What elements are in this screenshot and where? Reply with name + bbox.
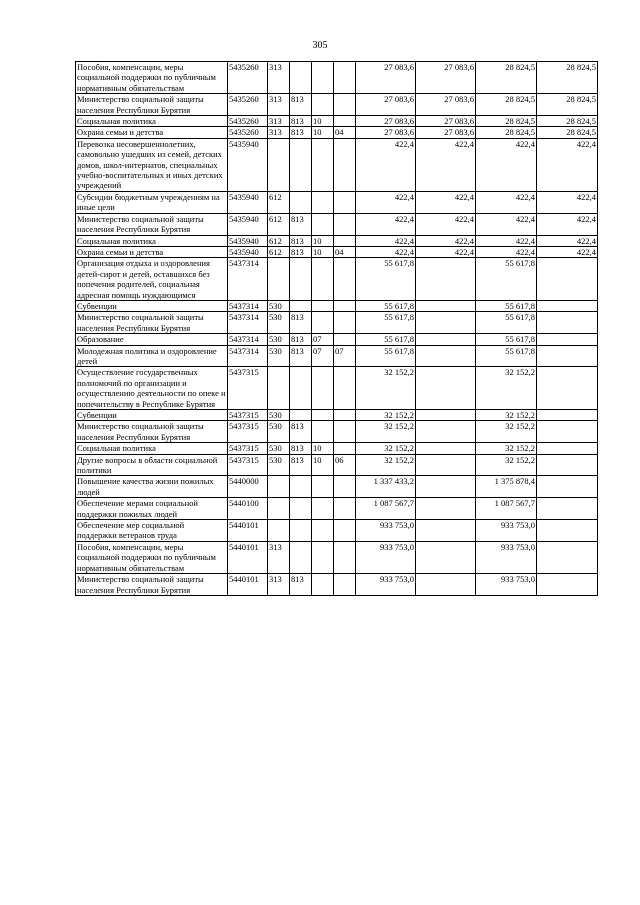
section-code [312, 574, 334, 596]
administrator-code: 813 [290, 312, 312, 334]
table-row [76, 246, 598, 257]
amount-4 [537, 454, 598, 476]
amount-3: 28 824,5 [476, 94, 537, 116]
subsection-code [334, 312, 356, 334]
table-row [76, 476, 598, 498]
amount-4: 28 824,5 [537, 116, 598, 127]
row-name: Социальная политика [76, 116, 228, 127]
target-article-code: 5440000 [228, 476, 268, 498]
row-name: Министерство социальной защиты населения Республики Бурятия [76, 421, 228, 443]
administrator-code: 813 [290, 345, 312, 367]
row-name: Образование [76, 334, 228, 345]
target-article-code: 5437315 [228, 410, 268, 421]
table-row [76, 498, 598, 520]
amount-2: 422,4 [416, 235, 476, 246]
table-row [76, 191, 598, 213]
amount-3: 32 152,2 [476, 443, 537, 454]
row-name: Обеспечение мер социальной поддержки ветеранов труда [76, 520, 228, 542]
amount-1: 422,4 [356, 246, 416, 257]
amount-3: 933 753,0 [476, 541, 537, 573]
expense-type-code: 530 [268, 334, 290, 345]
target-article-code: 5437314 [228, 312, 268, 334]
amount-2: 27 083,6 [416, 116, 476, 127]
table-row [76, 213, 598, 235]
section-code: 07 [312, 345, 334, 367]
amount-4 [537, 312, 598, 334]
expense-type-code [268, 258, 290, 301]
expense-type-code [268, 498, 290, 520]
subsection-code: 07 [334, 345, 356, 367]
administrator-code: 813 [290, 116, 312, 127]
section-code [312, 213, 334, 235]
amount-1: 933 753,0 [356, 520, 416, 542]
section-code [312, 498, 334, 520]
administrator-code [290, 191, 312, 213]
amount-2 [416, 258, 476, 301]
amount-1: 27 083,6 [356, 94, 416, 116]
section-code [312, 191, 334, 213]
section-code: 10 [312, 454, 334, 476]
expense-type-code: 530 [268, 454, 290, 476]
amount-3: 1 087 567,7 [476, 498, 537, 520]
expense-type-code: 313 [268, 127, 290, 138]
amount-4 [537, 476, 598, 498]
expense-type-code: 313 [268, 541, 290, 573]
subsection-code [334, 367, 356, 410]
amount-2 [416, 574, 476, 596]
page-number: 305 [312, 40, 328, 51]
section-code: 07 [312, 334, 334, 345]
row-name: Осуществление государственных полномочий по организации и осуществлению деятельности по опеке и попечительству в Республике Бурятия [77, 367, 226, 409]
amount-4 [537, 258, 598, 301]
row-name: Министерство социальной защиты населения Республики Бурятия [76, 574, 228, 596]
target-article-code: 5437315 [228, 454, 268, 476]
amount-2 [416, 367, 476, 410]
amount-2 [416, 410, 476, 421]
target-article-code: 5435940 [228, 191, 268, 213]
table-row [76, 235, 598, 246]
table-row [76, 62, 598, 94]
amount-2 [416, 334, 476, 345]
subsection-code [334, 191, 356, 213]
amount-3: 422,4 [476, 246, 537, 257]
section-code: 10 [312, 235, 334, 246]
table-body [76, 62, 598, 596]
amount-2 [416, 498, 476, 520]
administrator-code: 813 [290, 443, 312, 454]
expense-type-code: 612 [268, 191, 290, 213]
row-name: Пособия, компенсации, меры социальной поддержки по публичным нормативным обязательствам [76, 541, 228, 573]
expense-type-code [268, 138, 290, 191]
row-name: Субвенции [76, 410, 228, 421]
expense-type-code [268, 367, 290, 410]
section-code [312, 520, 334, 542]
table-row [76, 367, 598, 410]
amount-2: 27 083,6 [416, 94, 476, 116]
target-article-code: 5435940 [228, 213, 268, 235]
administrator-code [290, 138, 312, 191]
subsection-code [334, 62, 356, 94]
amount-2: 422,4 [416, 191, 476, 213]
subsection-code [334, 138, 356, 191]
table-row [76, 574, 598, 596]
amount-1: 933 753,0 [356, 541, 416, 573]
administrator-code: 813 [290, 213, 312, 235]
amount-1: 422,4 [356, 235, 416, 246]
row-name: Министерство социальной защиты населения Республики Бурятия [76, 94, 228, 116]
budget-table [75, 61, 598, 596]
target-article-code: 5437315 [228, 367, 268, 410]
section-code [312, 476, 334, 498]
administrator-code [290, 476, 312, 498]
target-article-code: 5437315 [228, 443, 268, 454]
amount-4: 28 824,5 [537, 62, 598, 94]
amount-4 [537, 443, 598, 454]
table-row [76, 312, 598, 334]
amount-1: 27 083,6 [356, 116, 416, 127]
row-name: Министерство социальной защиты населения Республики Бурятия [76, 213, 228, 235]
amount-1: 32 152,2 [356, 421, 416, 443]
target-article-code: 5440101 [228, 520, 268, 542]
amount-3: 28 824,5 [476, 127, 537, 138]
expense-type-code: 612 [268, 213, 290, 235]
row-name: Охрана семьи и детства [76, 246, 228, 257]
expense-type-code: 530 [268, 300, 290, 311]
amount-4: 422,4 [537, 235, 598, 246]
amount-4 [537, 421, 598, 443]
amount-2 [416, 345, 476, 367]
amount-2 [416, 520, 476, 542]
expense-type-code: 530 [268, 410, 290, 421]
table-row [76, 116, 598, 127]
table-row [76, 520, 598, 542]
amount-2 [416, 312, 476, 334]
section-code: 10 [312, 246, 334, 257]
amount-2 [416, 443, 476, 454]
target-article-code: 5440101 [228, 541, 268, 573]
section-code [312, 312, 334, 334]
amount-3: 1 375 878,4 [476, 476, 537, 498]
target-article-code: 5437314 [228, 345, 268, 367]
section-code [312, 94, 334, 116]
subsection-code [334, 300, 356, 311]
amount-2: 422,4 [416, 246, 476, 257]
amount-2: 422,4 [416, 213, 476, 235]
table-row [76, 443, 598, 454]
row-name: Обеспечение мерами социальной поддержки пожилых людей [76, 498, 228, 520]
amount-1: 422,4 [356, 191, 416, 213]
amount-4: 422,4 [537, 213, 598, 235]
amount-3: 55 617,8 [476, 345, 537, 367]
amount-4 [537, 334, 598, 345]
row-name: Повышение качества жизни пожилых людей [76, 476, 228, 498]
expense-type-code: 530 [268, 345, 290, 367]
amount-4 [537, 520, 598, 542]
amount-4 [537, 345, 598, 367]
amount-1: 55 617,8 [356, 312, 416, 334]
administrator-code [290, 541, 312, 573]
subsection-code [334, 94, 356, 116]
table-row [76, 334, 598, 345]
table-row [76, 127, 598, 138]
amount-3: 933 753,0 [476, 520, 537, 542]
expense-type-code [268, 476, 290, 498]
table-row [76, 300, 598, 311]
row-name: Субвенции [76, 300, 228, 311]
amount-3: 55 617,8 [476, 258, 537, 301]
subsection-code [334, 574, 356, 596]
subsection-code [334, 498, 356, 520]
target-article-code: 5440101 [228, 574, 268, 596]
amount-4: 422,4 [537, 246, 598, 257]
administrator-code: 813 [290, 454, 312, 476]
expense-type-code: 313 [268, 62, 290, 94]
amount-2: 27 083,6 [416, 62, 476, 94]
target-article-code: 5437314 [228, 258, 268, 301]
subsection-code [334, 235, 356, 246]
amount-1: 55 617,8 [356, 300, 416, 311]
amount-2 [416, 476, 476, 498]
row-name: Субсидии бюджетным учреждениям на иные цели [76, 191, 228, 213]
section-code: 10 [312, 443, 334, 454]
target-article-code: 5437315 [228, 421, 268, 443]
administrator-code: 813 [290, 246, 312, 257]
amount-1: 32 152,2 [356, 410, 416, 421]
amount-3: 55 617,8 [476, 334, 537, 345]
target-article-code: 5435940 [228, 235, 268, 246]
amount-2 [416, 541, 476, 573]
subsection-code [334, 334, 356, 345]
expense-type-code: 530 [268, 312, 290, 334]
subsection-code: 04 [334, 246, 356, 257]
expense-type-code: 612 [268, 246, 290, 257]
section-code [312, 62, 334, 94]
amount-3: 28 824,5 [476, 116, 537, 127]
administrator-code: 813 [290, 127, 312, 138]
expense-type-code: 313 [268, 94, 290, 116]
section-code: 10 [312, 116, 334, 127]
administrator-code [290, 520, 312, 542]
administrator-code [290, 300, 312, 311]
row-name: Молодежная политика и оздоровление детей [76, 345, 228, 367]
target-article-code: 5435940 [228, 246, 268, 257]
amount-3: 32 152,2 [476, 410, 537, 421]
administrator-code: 813 [290, 235, 312, 246]
amount-3: 933 753,0 [476, 574, 537, 596]
amount-3: 422,4 [476, 138, 537, 191]
amount-1: 32 152,2 [356, 454, 416, 476]
target-article-code: 5437314 [228, 300, 268, 311]
subsection-code [334, 520, 356, 542]
administrator-code [290, 62, 312, 94]
row-name: Другие вопросы в области социальной политики [76, 454, 228, 476]
subsection-code [334, 213, 356, 235]
amount-4 [537, 498, 598, 520]
subsection-code: 04 [334, 127, 356, 138]
amount-1: 27 083,6 [356, 127, 416, 138]
amount-3: 422,4 [476, 191, 537, 213]
amount-1: 422,4 [356, 138, 416, 191]
amount-4: 28 824,5 [537, 94, 598, 116]
subsection-code [334, 443, 356, 454]
section-code: 10 [312, 127, 334, 138]
table-row [76, 454, 598, 476]
table-row [76, 421, 598, 443]
target-article-code: 5435940 [228, 138, 268, 191]
table-row [76, 138, 598, 191]
amount-1: 933 753,0 [356, 574, 416, 596]
amount-1: 1 337 433,2 [356, 476, 416, 498]
section-code [312, 410, 334, 421]
table-row [76, 94, 598, 116]
amount-3: 422,4 [476, 213, 537, 235]
amount-1: 422,4 [356, 213, 416, 235]
amount-1: 55 617,8 [356, 345, 416, 367]
section-code [312, 300, 334, 311]
section-code [312, 367, 334, 410]
amount-4 [537, 541, 598, 573]
amount-3: 55 617,8 [476, 312, 537, 334]
amount-2: 422,4 [416, 138, 476, 191]
amount-1: 27 083,6 [356, 62, 416, 94]
expense-type-code [268, 520, 290, 542]
row-name: Организация отдыха и оздоровления детей-сирот и детей, оставшихся без попечения родителей, социальная адресная помощь нуждающимся [76, 258, 228, 301]
table-row [76, 345, 598, 367]
amount-1: 1 087 567,7 [356, 498, 416, 520]
administrator-code: 813 [290, 94, 312, 116]
amount-3: 32 152,2 [476, 367, 537, 410]
expense-type-code: 612 [268, 235, 290, 246]
administrator-code [290, 410, 312, 421]
amount-3: 32 152,2 [476, 421, 537, 443]
expense-type-code: 530 [268, 443, 290, 454]
row-name: Пособия, компенсации, меры социальной поддержки по публичным нормативным обязательствам [76, 62, 228, 94]
target-article-code: 5440100 [228, 498, 268, 520]
administrator-code [290, 367, 312, 410]
amount-1: 32 152,2 [356, 443, 416, 454]
expense-type-code: 530 [268, 421, 290, 443]
amount-4: 28 824,5 [537, 127, 598, 138]
amount-4 [537, 574, 598, 596]
row-name: Министерство социальной защиты населения Республики Бурятия [76, 312, 228, 334]
target-article-code: 5435260 [228, 127, 268, 138]
amount-2: 27 083,6 [416, 127, 476, 138]
amount-4 [537, 300, 598, 311]
amount-1: 55 617,8 [356, 258, 416, 301]
amount-1: 32 152,2 [356, 367, 416, 410]
table-row [76, 258, 598, 301]
target-article-code: 5435260 [228, 116, 268, 127]
expense-type-code: 313 [268, 116, 290, 127]
amount-3: 32 152,2 [476, 454, 537, 476]
target-article-code: 5435260 [228, 62, 268, 94]
amount-3: 28 824,5 [476, 62, 537, 94]
administrator-code: 813 [290, 334, 312, 345]
subsection-code [334, 541, 356, 573]
row-name: Социальная политика [76, 235, 228, 246]
subsection-code [334, 476, 356, 498]
subsection-code [334, 410, 356, 421]
table-row [76, 541, 598, 573]
administrator-code [290, 498, 312, 520]
subsection-code [334, 258, 356, 301]
amount-4 [537, 410, 598, 421]
subsection-code [334, 116, 356, 127]
amount-2 [416, 454, 476, 476]
table-row [76, 410, 598, 421]
amount-3: 55 617,8 [476, 300, 537, 311]
row-name: Социальная политика [76, 443, 228, 454]
amount-4 [537, 367, 598, 410]
subsection-code: 06 [334, 454, 356, 476]
section-code [312, 541, 334, 573]
amount-4: 422,4 [537, 191, 598, 213]
administrator-code [290, 258, 312, 301]
section-code [312, 421, 334, 443]
target-article-code: 5435260 [228, 94, 268, 116]
amount-4: 422,4 [537, 138, 598, 191]
amount-2 [416, 421, 476, 443]
administrator-code: 813 [290, 574, 312, 596]
administrator-code: 813 [290, 421, 312, 443]
section-code [312, 258, 334, 301]
amount-3: 422,4 [476, 235, 537, 246]
expense-type-code: 313 [268, 574, 290, 596]
amount-1: 55 617,8 [356, 334, 416, 345]
target-article-code: 5437314 [228, 334, 268, 345]
row-name: Охрана семьи и детства [76, 127, 228, 138]
section-code [312, 138, 334, 191]
row-name: Перевозка несовершеннолетних, самовольно ушедших из семей, детских домов, школ-интернатов, специальных учебно-воспитательных и иных детских учреждений [76, 138, 228, 191]
amount-2 [416, 300, 476, 311]
subsection-code [334, 421, 356, 443]
